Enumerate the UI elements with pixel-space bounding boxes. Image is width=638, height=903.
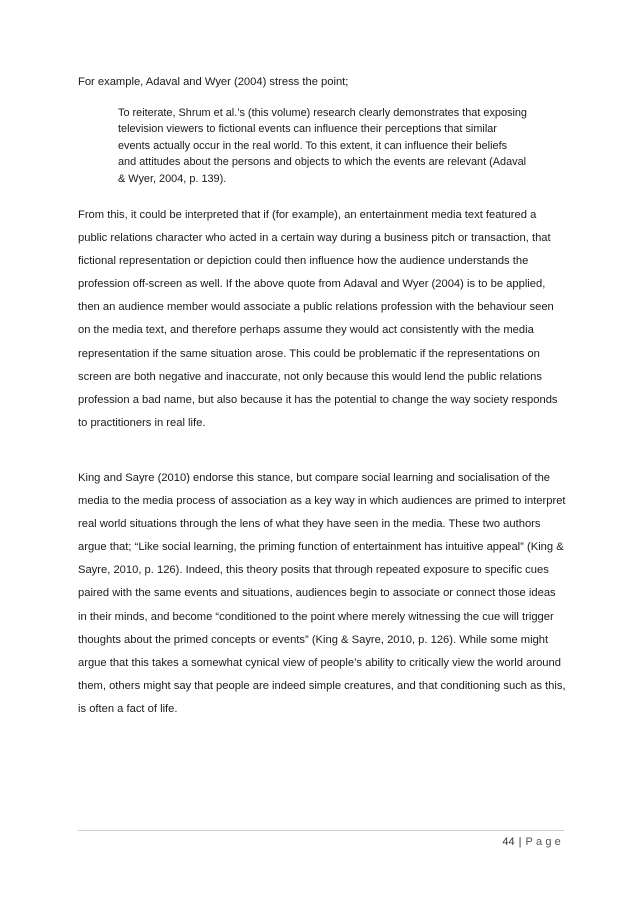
page-separator: | (518, 836, 522, 848)
body-paragraph-1: From this, it could be interpreted that if (for example), an entertainment media text featured a public relations character who acted in a certain way during a business pitch or transaction, that fictional representation or depiction could then influence how the audience understands the profession off-screen as well. If the above quote from Adaval and Wyer (2004) is to be applied, then an audience member would associate a public relations profession with the behaviour seen on the media text, and therefore perhaps assume they would act consistently with the media representation if the same situation arose. This could be problematic if the representations on screen are both negative and inaccurate, not only because this would lend the public relations profession a bad name, but also because it has the potential to change the way society responds to practitioners in real life. (78, 209, 558, 429)
page-word: Page (525, 836, 564, 848)
page-footer (502, 836, 564, 848)
block-quote: To reiterate, Shrum et al.’s (this volume) research clearly demonstrates that exposing television viewers to fictional events can influence their perceptions that similar events actually occur in the real world. To this extent, it can influence their beliefs and attitudes about the persons and objects to which the events are relevant (Adaval & Wyer, 2004, p. 139). (118, 107, 527, 185)
page-number: 44 (502, 836, 515, 848)
intro-sentence: For example, Adaval and Wyer (2004) stress the point; (78, 76, 349, 88)
footer-divider (78, 830, 564, 831)
body-paragraph-2: King and Sayre (2010) endorse this stance, but compare social learning and socialisation of the media to the media process of association as a key way in which audiences are primed to interpret real world situations through the lens of what they have seen in the media. These two authors argue that; “Like social learning, the priming function of entertainment has intuitive appeal” (King & Sayre, 2010, p. 126). Indeed, this theory posits that through repeated exposure to specific cues paired with the same events and situations, audiences begin to associate or connect those ideas in their minds, and become “conditioned to the point where merely witnessing the cue will trigger thoughts about the primed concepts or events” (King & Sayre, 2010, p. 126). While some might argue that this takes a somewhat cynical view of people’s ability to critically view the world around them, others might say that people are indeed simple creatures, and that conditioning such as this, is often a fact of life. (78, 472, 566, 715)
